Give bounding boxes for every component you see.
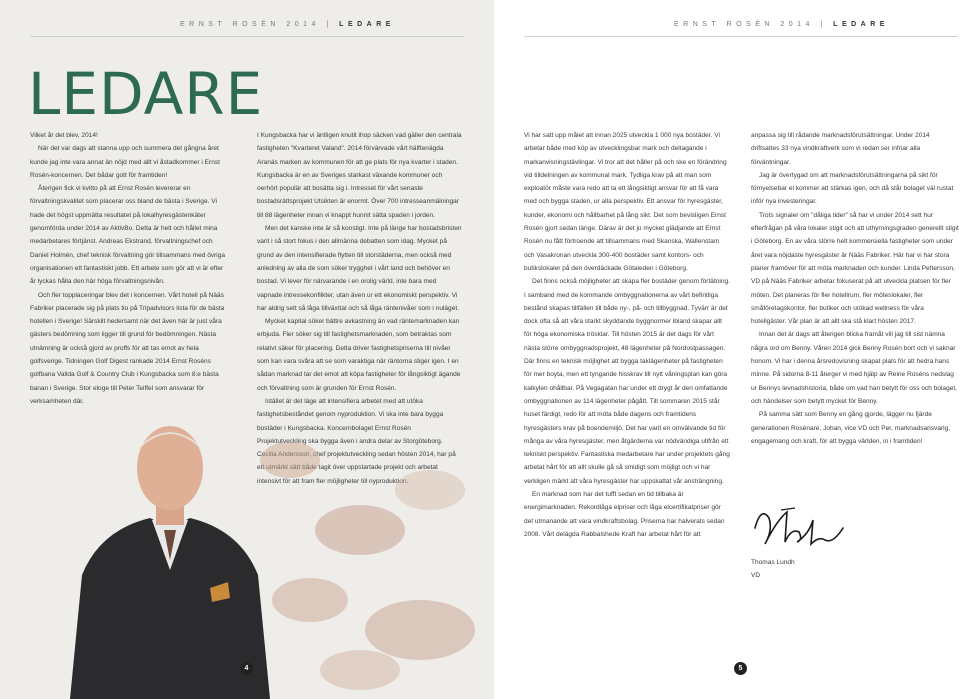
paragraph: Vi har satt upp målet att innan 2025 utveckla 1 000 nya bostäder. Vi arbetar både med köp av utvecklingsbar mark och deltagande i markanvisningstävlingar. Vi tror att det håller på och ske en förändring vid tilldelningen av kommunal mark. Tydliga krav på att man som exploatör måste vara redo att ta ett långsiktigt ansvar för att få vara med och bygga staden, ur alla perspektiv. Ett ansvar för hyresgäster, kunder, ekonomi och hållbarhet på lång sikt. Det som bevisligen Ernst Rosén gjort sedan länge. Därav är det ju mycket glädjande att Ernst Rosén nu fått förtroende att tillsammans med Skanska, Wallenstam och Vasakronan utveckla 300-400 bostäder samt kontors- och butikslokaler på den överdäckade Götaleden i Göteborg. (524, 132, 727, 272)
paragraph: Det finns också möjligheter att skapa fler bostäder genom förtätning. I samband med de kommande ombyggnationerna av vårt befintliga bestånd skapas tillfällen till både ny-, på- och tillbyggnad. Tyvärr är det dock ofta så att våra starkt skyddande byggnormer ibland skapar allt för höga ekonomiska trösklar. Till hösten 2015 är det dags för vårt nästa större ombyggnadsprojekt, 48 lägenheter på Nordostpassagen. Där finns en teknisk möjlighet att bygga taklägenheter på fastigheten för mer boyta, men ett tyngande hisskrav till nytt våningsplan kan göra kalkylen ohållbar. På Vegagatan har under ett drygt år den omfattande ombyggnationen av 114 lägenheter pågått. Till sommaren 2015 står huset färdigt, redo för att möta både dagens och framtidens hyresgästers krav på boendemiljö. Det har varit en omvälvande tid för många av våra hyresgäster, men åtgärderna var nödvändiga utifrån ett tekniskt perspektiv. Fantastiska medarbetare har under projektets gång arbetat hårt för att allt skulle gå så smidigt som möjligt och vi har verkligen märkt att våra hyresgäster har uppskattat vår ansträngning. (524, 278, 730, 485)
signatory-name: Thomas Lundh (751, 559, 795, 566)
page-number: 5 (734, 662, 747, 675)
paragraph: Men det kanske inte är så konstigt. Inte på länge har bostadsbristen varit i så stort fokus i den allmänna debatten som idag. Mycket på grund av den intensifierade flytten till storstäderna, men också med anledning av alla de som söker trygghet i vårt land och behöver en bostad. Vi lever för närvarande i en orolig värld, inte bara med vapnade intressekonflikter, utan även ur ett ekonomiskt perspektiv. Vi har aldrig sett så låga tillväxttal och så låga räntenivåer som i nuläget. (257, 225, 462, 312)
header-section: LEDARE (339, 21, 395, 28)
running-header (674, 21, 889, 28)
paragraph: När det var dags att stanna upp och summera det gångna året kunde jag inte vara annat än nöjd med allt vi åstadkommer i Ernst Rosén-koncernen. Det bådar gott för framtiden! (30, 145, 220, 179)
paragraph: I Kungsbacka har vi äntligen knutit ihop säcken vad gäller den centrala fastigheten "Kvarteret Valand". 2014 förvärvade vårt hälftenägda Aranäs marken av kommunen för att ge plats för nya kvarter i staden. Kungsbacka är en av Sveriges starkast växande kommuner och oerhört populär att bosätta sig i. Intresset för vårt senaste bostadsrättsprojekt Utsikten är enormt. Över 700 intresseanmälningar till 88 lägenheter innan vi knappt hunnit sätta spaden i jorden. (257, 132, 462, 219)
paragraph: Jag är övertygad om att marknadsförutsättningarna på sikt för förnyelsebar el kommer att stärkas igen, och då står bolaget väl rustat inför nya investeringar. (751, 171, 954, 206)
paragraph: På samma sätt som Benny en gång gjorde, lägger nu fjärde generationen Rosénare, Johan, vice VD och Per, marknadsansvarig, engagemang och kraft, för att bygga världen, in i framtiden! (751, 411, 951, 445)
paragraph: En marknad som har det tufft sedan en tid tillbaka är energimarknaden. Rekordlåga elpriser och låga elcertifikatpriser gör det utmanande att vara vindkraftsbolag. Priserna har halverats sedan 2008. Vårt delägda Rabbalshede Kraft har arbetat hårt för att (524, 491, 725, 538)
text-column-4 (751, 129, 959, 448)
signature-block (751, 556, 795, 582)
blurred-leaves-image (250, 420, 494, 699)
paragraph: Innan det är dags att återigen blicka framåt vill jag till sist nämna några ord om Benny. Våren 2014 gick Benny Rosén bort och vi saknar honom. Vi har i denna årsredovisning skapat plats för att hedra hans minne. På sidorna 8-11 återger vi med hjälp av Reine Roséns nedslag ur Bennys levnadshistoria, både om vad han betytt för oss och bolaget, och händelser som betytt mycket för Benny. (751, 331, 957, 405)
running-header (180, 21, 395, 28)
header-prefix: ERNST ROSÉN 2014 | (180, 21, 333, 28)
header-rule (524, 36, 958, 37)
header-section: LEDARE (833, 21, 889, 28)
header-rule (30, 36, 464, 37)
paragraph: Trots signaler om "dåliga tider" så har vi under 2014 sett hur efterfrågan på våra lokaler stigit och att uthyrningsgraden generellt stigit i Göteborg. En av våra större helt kommersiella fastigheter som under året vara nöjdaste hyresgäster är Nääs Fabriker. Här har vi har stora planer framöver för att möta marknaden och kunder. Linda Pettersson, VD på Nääs Fabriker arbetar fokuserat på att utveckla platsen för fler möten. Det planeras för fler hotellrum, fler möteslokaler, fler småföretagskontor, fler butiker och utökad wellness för våra hotellgäster. Vår plan är att allt ska stå klart hösten 2017. (751, 211, 959, 326)
portrait-photo (60, 410, 280, 699)
paragraph: Återigen fick vi kvitto på att Ernst Rosén levererar en förvaltningskvalitet som placerar oss bland de bästa i Sverige. Vi hade det högst uppmätta resultatet på lokalhyresgästenkäter genomförda under 2014 av AktivBo. Detta är helt och hållet mina medarbetares förtjänst. Andreas Ekstrand, förvaltningschef och Daniel Holmén, chef teknisk förvaltning gör tillsammans med övriga organisationen ett fantastiskt jobb. Ett arbete som gör att vi är efter år lyckas hålla den här höga förvaltningsnivån. (30, 185, 226, 286)
paragraph: Och fler topplaceringar blev det i koncernen. Vårt hotell på Nääs Fabriker placerade sig på plats tio på Tripadvisors lista för de bästa hotellen i Sverige! Särskilt hedersamt när det även här är just våra gästers bedömning som ligger till grund för bedömningen. Nästa utnämning är också gjord av proffs för att tas emot av hela golfsverige. Tidningen Golf Digest rankade 2014 Ernst Roséns golfbana Vallda Golf & Country Club i Kungsbacka som 8:e bästa banan i Sverige. Stor eloge till Peter Teiffel som ansvarar för verksamheten där. (30, 291, 225, 405)
paragraph: Mycket kapital söker bättre avkastning än vad räntemarknaden kan erbjuda. Fler söker sig till fastighetsmarknaden, som betraktas som relativt säker för placering. Detta driver fastighetspriserna till nivåer som kan vara svåra att se som varaktiga när räntorna stiger igen. I en sådan marknad tar det emot att köpa fastigheter för långsiktigt ägande och förvaltning som är grunden för Ernst Rosén. (257, 318, 461, 392)
page-title: LEDARE (28, 60, 264, 128)
handwritten-signature (751, 498, 851, 556)
right-page (494, 0, 960, 699)
header-prefix: ERNST ROSÉN 2014 | (674, 21, 827, 28)
paragraph: anpassa sig till rådande marknadsförutsättningar. Under 2014 driftsattes 33 nya vindkraftverk som vi redan ser infriar alla förväntningar. (751, 132, 930, 166)
paragraph: Istället är det läge att intensifiera arbetet med att utöka fastighetsbeståndet genom nyproduktion. Vi ska inte bara bygga bostäder i Kungsbacka. Koncernbolaget Ernst Rosén Projektutveckling ska bygga även i andra delar av Storgöteborg. Cecilia Andersson, chef projektutveckling sedan hösten 2014, har på ett utmärkt sätt både tagit över uppstartade projekt och arbetat intensivt för att fram fler möjligheter till nyproduktion. (257, 397, 456, 485)
signatory-role: VD (751, 572, 761, 579)
text-column-1 (30, 129, 228, 408)
paragraph: Vilket år det blev, 2014! (30, 132, 98, 139)
page-number: 4 (240, 662, 253, 675)
text-column-3 (524, 129, 731, 541)
